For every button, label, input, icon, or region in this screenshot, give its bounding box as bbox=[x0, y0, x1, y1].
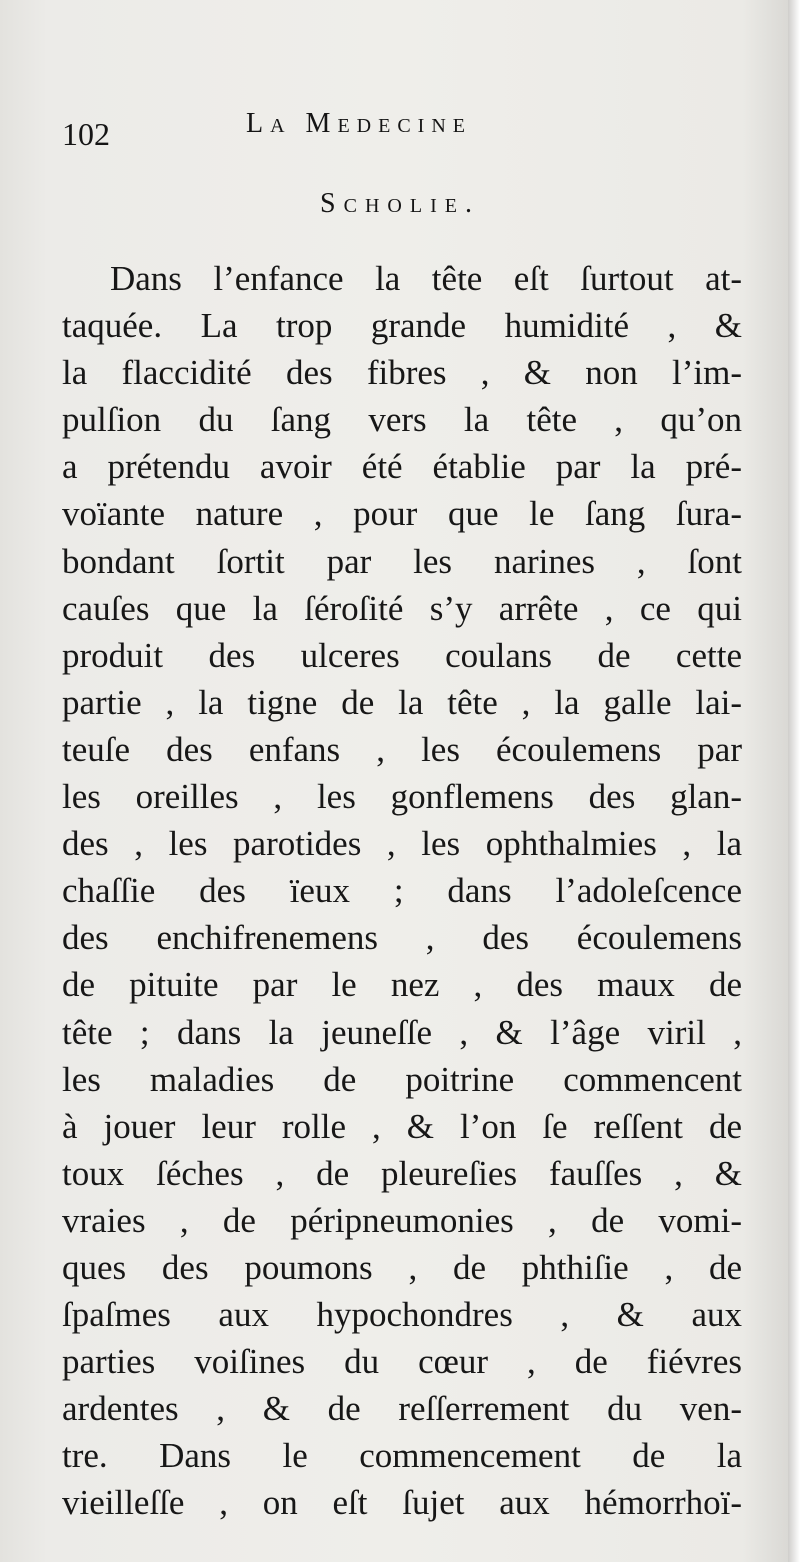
body-text bbox=[62, 255, 742, 1527]
text-line: des , les parotides , les ophthalmies , la bbox=[62, 824, 742, 864]
text-line: chaſſie des ïeux ; dans l’adoleſcence bbox=[62, 871, 742, 911]
text-line: cauſes que la ſéroſité s’y arrête , ce qui bbox=[62, 588, 742, 628]
page-number: 102 bbox=[62, 116, 110, 152]
page-header bbox=[62, 108, 742, 168]
text-line: Dans l’enfance la tête eſt ſurtout at- bbox=[110, 259, 742, 298]
text-line: ſpaſmes aux hypochondres , & aux bbox=[62, 1295, 742, 1335]
text-line: de pituite par le nez , des maux de bbox=[62, 965, 742, 1005]
text-line: vraies , de péripneumonies , de vomi- bbox=[62, 1200, 742, 1240]
text-line: partie , la tigne de la tête , la galle lai- bbox=[62, 682, 742, 722]
text-line: bondant ſortit par les narines , ſont bbox=[62, 541, 742, 581]
page-edge bbox=[788, 0, 800, 1562]
text-line: toux ſéches , de pleureſies fauſſes , & bbox=[62, 1153, 742, 1193]
text-line: tre. Dans le commencement de la bbox=[62, 1436, 742, 1476]
running-title: La Medecine bbox=[246, 108, 472, 139]
text-line: teuſe des enfans , les écoulemens par bbox=[62, 729, 742, 769]
text-line: parties voiſines du cœur , de fiévres bbox=[62, 1342, 742, 1382]
text-line: tête ; dans la jeuneſſe , & l’âge viril , bbox=[62, 1012, 742, 1052]
text-line: les maladies de poitrine commencent bbox=[62, 1059, 742, 1099]
text-line: taquée. La trop grande humidité , & bbox=[62, 306, 742, 346]
text-line: a prétendu avoir été établie par la pré- bbox=[62, 447, 742, 487]
text-line: ques des poumons , de phthiſie , de bbox=[62, 1247, 742, 1287]
text-line: la flaccidité des fibres , & non l’im- bbox=[62, 353, 742, 393]
text-line: pulſion du ſang vers la tête , qu’on bbox=[62, 400, 742, 440]
text-line: ardentes , & de reſſerrement du ven- bbox=[62, 1389, 742, 1429]
text-line: produit des ulceres coulans de cette bbox=[62, 635, 742, 675]
text-line: à jouer leur rolle , & l’on ſe reſſent de bbox=[62, 1106, 742, 1146]
text-line: voïante nature , pour que le ſang ſura- bbox=[62, 494, 742, 534]
text-line: les oreilles , les gonflemens des glan- bbox=[62, 777, 742, 817]
text-line: des enchifrenemens , des écoulemens bbox=[62, 918, 742, 958]
text-line: vieilleſſe , on eſt ſujet aux hémorrhoï- bbox=[62, 1483, 742, 1523]
section-title: Scholie. bbox=[320, 188, 480, 219]
